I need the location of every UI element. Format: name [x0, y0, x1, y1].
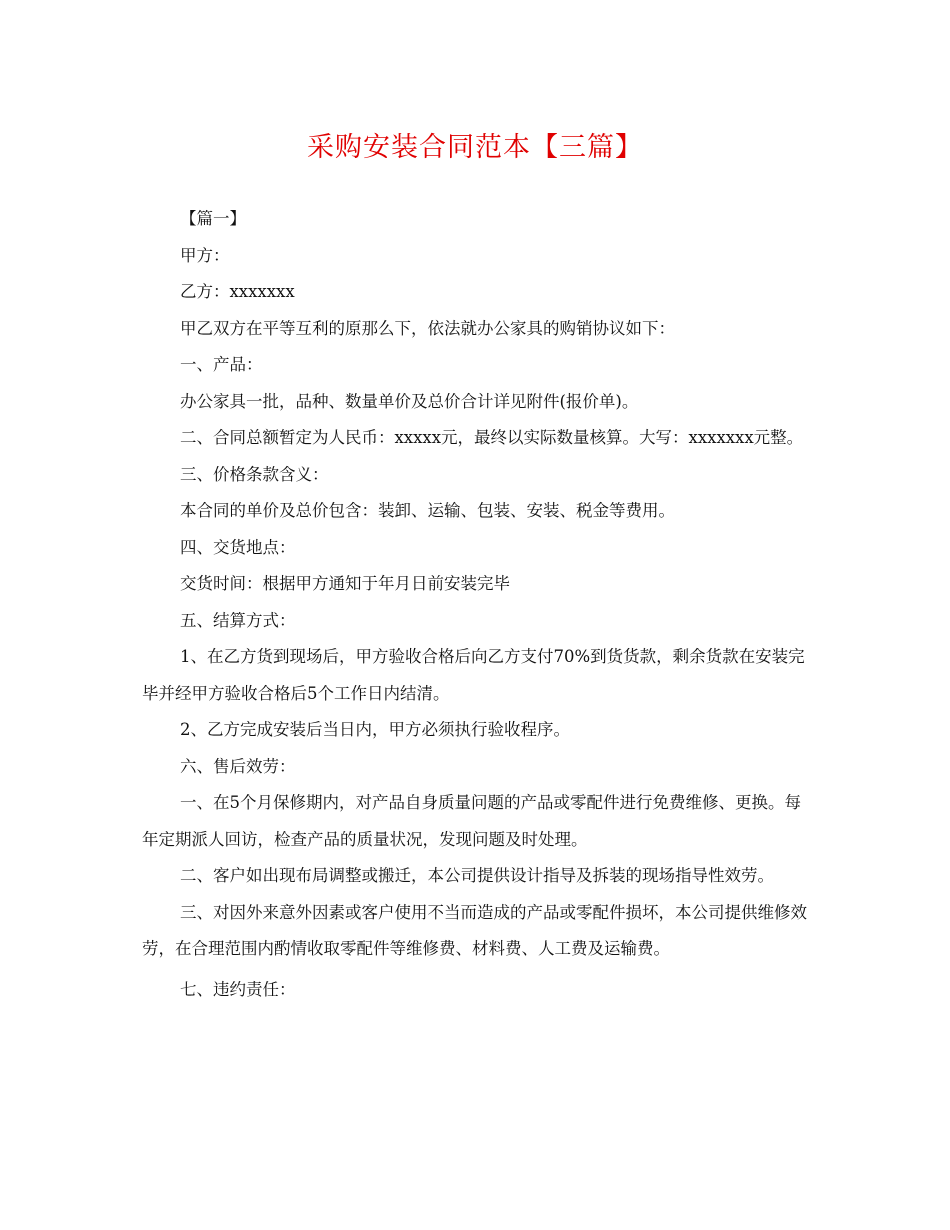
section-heading-part-one: 【篇一】: [180, 209, 246, 228]
clause-after-sales-item-1: 一、在5个月保修期内，对产品自身质量问题的产品或零配件进行免费维修、更换。每年定期派人回访，检查产品的质量状况，发现问题及时处理。: [142, 793, 801, 849]
clause-heading-after-sales: 六、售后效劳：: [180, 756, 296, 776]
document-title: 采购安装合同范本【三篇】: [307, 132, 643, 163]
clause-heading-products: 一、产品：: [180, 355, 263, 374]
clause-heading-price-terms: 三、价格条款含义：: [180, 464, 329, 484]
clause-heading-delivery-place: 四、交货地点：: [180, 537, 296, 557]
clause-heading-settlement: 五、结算方式：: [180, 610, 296, 630]
party-b-line: 乙方：xxxxxxx: [180, 282, 295, 301]
document-body: [142, 201, 814, 1008]
clause-settlement-item-2: 2、乙方完成安装后当日内，甲方必须执行验收程序。: [180, 720, 570, 739]
clause-settlement-item-1: 1、在乙方货到现场后，甲方验收合格后向乙方支付70%到货货款，剩余货款在安装完毕并经甲方验收合格后5个工作日内结清。: [142, 647, 805, 703]
clause-after-sales-item-2: 二、客户如出现布局调整或搬迁，本公司提供设计指导及拆装的现场指导性效劳。: [180, 866, 774, 885]
clause-heading-liability: 七、违约责任：: [180, 979, 296, 999]
clause-after-sales-item-3: 三、对因外来意外因素或客户使用不当而造成的产品或零配件损坏，本公司提供维修效劳，在合理范围内酌情收取零配件等维修费、材料费、人工费及运输费。: [142, 902, 807, 958]
clause-delivery-time: 交货时间：根据甲方通知于年月日前安装完毕: [180, 574, 510, 593]
clause-price-terms-text: 本合同的单价及总价包含：装卸、运输、包装、安装、税金等费用。: [180, 501, 675, 520]
party-a-line: 甲方：: [180, 245, 230, 265]
clause-contract-amount: 二、合同总额暂定为人民币：xxxxx元，最终以实际数量核算。大写：xxxxxxx元整。: [180, 428, 804, 447]
agreement-intro: 甲乙双方在平等互利的原那么下，依法就办公家具的购销协议如下：: [180, 318, 675, 338]
clause-products-text: 办公家具一批，品种、数量单价及总价合计详见附件(报价单)。: [180, 391, 639, 411]
